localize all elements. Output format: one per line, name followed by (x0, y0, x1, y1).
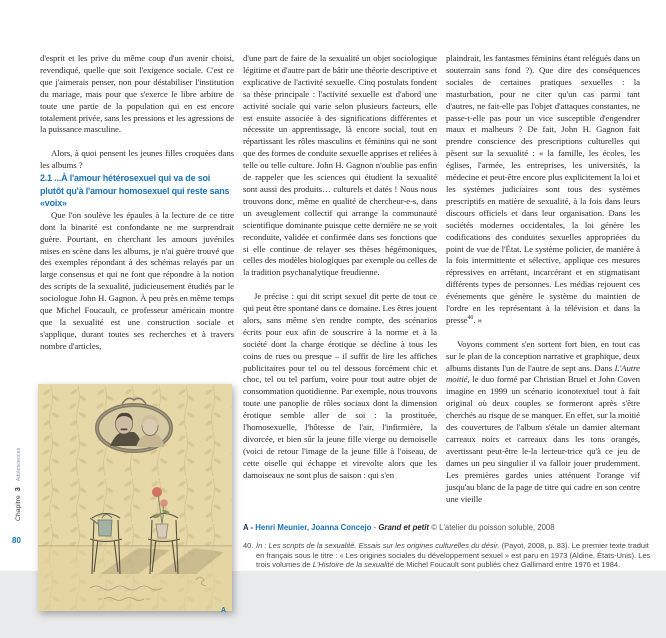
caption-separator: - (371, 523, 379, 532)
paragraph: Que l'on soulève les épaules à la lecture de ce titre dont la binarité est confondante ne me surprendrait guère. Pourtant, en cherchant les amours juvéniles mises en scène dans les albums, je n'ai guère trouvé que des exemples répondant à des schémas relayés par un large consensus et qui ne font que répondre à la notion des scripts de la sexualité, judicieusement étudiés par le sociologue John H. Gagnon. À peu près en même temps que Michel Foucault, ce professeur américain montre que la sexualité est une construction sociale et s'applique, durant toutes ses recherches et à travers nombre d'articles, (40, 209, 234, 351)
text-column-3 (446, 53, 640, 505)
text-part: (Payot, 2008, p. 83). Le premier texte traduit en français sous le titre : « Les origines sociales du développement sexuel » est paru en 1973 (Aldine, États-Unis). Les trois volumes de (256, 541, 651, 570)
text-part: . » (473, 314, 482, 325)
chapter-tab (13, 448, 22, 521)
book-title-italic: L'Autre moitié (446, 362, 640, 385)
text-column-2 (243, 53, 437, 482)
footnote-italic-title: In : Les scripts de la sexualité. Essais sur les origines culturelles du désir. (256, 541, 500, 550)
caption-authors: Henri Meunier, Joanna Concejo (255, 523, 372, 532)
caption-title: Grand et petit (378, 523, 430, 532)
figure-caption (243, 523, 655, 532)
footnote-text (256, 541, 657, 570)
paragraph (446, 53, 640, 327)
caption-credit: © L'atelier du poisson soluble, 2008 (429, 523, 555, 532)
figure-label: A (221, 607, 227, 614)
figure-artwork (38, 384, 232, 611)
text-column-1 (40, 53, 234, 353)
text-part: Voyons comment s'en sortent fort bien, en tout cas sur le plan de la conception narrative et graphique, deux albums distants l'un de l'autre de sept ans. Dans (446, 338, 640, 373)
footnote-italic-title: L'Histoire de la sexualité (312, 560, 394, 570)
chapter-subtitle: Adolescences (16, 447, 22, 482)
caption-marker: A - (243, 523, 256, 532)
footnote-40 (243, 541, 657, 570)
chapter-label: Chapitre (15, 495, 22, 521)
paragraph: Alors, à quoi pensent les jeunes filles croquées dans les albums ? (40, 148, 234, 171)
section-heading: 2.1 ...À l'amour hétérosexuel qui va de soi plutôt qu'à l'amour homosexuel qui reste sans «voix» (40, 173, 230, 209)
text-part: , le duo formé par Christian Bruel et John Coven imagine en 1999 un scénario iconotextuel tout à fait original où deux couples se formeront après s'être cherchés au risque de se manquer. En effet, sur la moitié des couvertures de l'album s'étale un damier alternant carreaux noirs et carreaux dans les tons orangés, avertissant peut-être le-la lecteur-trice qu'à ce jeu de dames un peu singulier il va falloir jouer prudemment. Les premières gardes unies atténuent l'orange vif jusqu'au blanc de la page de titre qui cadre en son centre une vieille (446, 374, 640, 504)
text-part: de Michel Foucault sont publiés chez Gallimard entre 1976 et 1984. (393, 560, 621, 570)
chapter-number: 3 (13, 487, 22, 492)
text-part: plaindrait, les fantasmes féminins étant relégués dans un souterrain sans fond ?). Que dire des conséquences sociales de certaines pratiques sexuelles : la masturbation, pour ne citer qu'un cas parmi tant d'autres, ne fait-elle pas l'objet d'attaques constantes, ne passe-t-elle pas pour un vice susceptible d'engendrer maux et malheurs ? De fait, John H. Gagnon fait prendre conscience des prescriptions culturelles qui pèsent sur la sexualité : « la famille, les écoles, les églises, l'armée, les entreprises, les universités, la médecine et peut-être encore plus explicitement la loi et les systèmes judiciaires sont tous des systèmes prescriptifs en matière de sexualité, à la fois dans leurs discours officiels et dans leur organisation. Dans les sociétés modernes occidentales, la loi génère les codifications des conduites sexuelles appropriées du point de vue de l'État. Le système policier, de manière à la fois intermittente et sélective, applique ces mesures répressives en arrêtant, incarcérant et en stigmatisant différents types de personnes. Les médias rejouent ces événements que génère le système du maintien de l'ordre en les représentant à la télévision et dans la presse (446, 53, 640, 325)
artwork-illustration (38, 384, 232, 611)
footnote-number: 40. (243, 541, 254, 550)
paragraph: Je précise : qui dit script sexuel dit perte de tout ce qui peut être spontané dans ce domaine. Les êtres jouent alors, sans même s'en rendre compte, des scénarios écrits pour eux afin de souscrire à la norme et à la société dont la charge érotique se décline à tous les coins de rues ou presque – il suffit de lire les affiches publicitaires pour tel ou tel dessous forcément chic et choc, tel ou tel parfum, voire pour tout autre objet de consommation quotidienne. Par exemple, nous trouvons toute une panoplie de rôles sociaux dont la dimension érotique semble aller de soi : la prostituée, l'homosexuelle, l'hôtesse de l'air, l'infirmière, la divorcée, et bien sûr la jeune fille vierge ou demoiselle (voici de retour l'image de la jeune fille à l'oiseau, de cette oiselle qui échappe et virevolte alors que les damoiseaux ne sont plus de saison : qui s'en (243, 291, 437, 480)
footnote-reference: 40 (467, 315, 474, 322)
paragraph: d'une part de faire de la sexualité un objet sociologique légitime et d'autre part de bâtir une théorie descriptive et explicative de l'activité sexuelle. Cinq postulats fondent sa thèse principale : l'activité sexuelle est d'abord une activité sociale qui varie selon plusieurs facteurs, elle est ensuite associée à des significations différentes et nécessite un apprentissage, là encore social, tout en répartissant les rôles masculins et féminins qui ne sont que des formes de conduite sexuelle apprises et reliées à telle ou telle culture. John H. Gagnon n'oublie pas enfin de rappeler que les sciences qui étudient la sexualité sont aussi des produits… culturels et datés ! Nous nous trouvons donc, même en qualité de chercheur-e-s, dans un aveuglement collectif qui arrange la communauté scientifique dominante puisque cette dernière ne se voit reconduite, validée et confirmée dans ses fonctions que si elle continue de relayer ses thèses hégémoniques, celles des modèles biologiques par exemple ou celles de la tradition psychanalytique freudienne. (243, 53, 437, 278)
page-number: 80 (12, 536, 21, 545)
paragraph: d'esprit et les prive du même coup d'un avenir choisi, revendiqué, quelle que soit l'exigence sociale. C'est ce que j'aimerais penser, non pour déstabiliser l'institution du mariage, mais pour que s'exerce le libre arbitre de toute une partie de la population qui en est encore totalement privée, sans les pressions et les agressions de la puissance masculine. (40, 53, 234, 135)
paragraph (446, 339, 640, 506)
